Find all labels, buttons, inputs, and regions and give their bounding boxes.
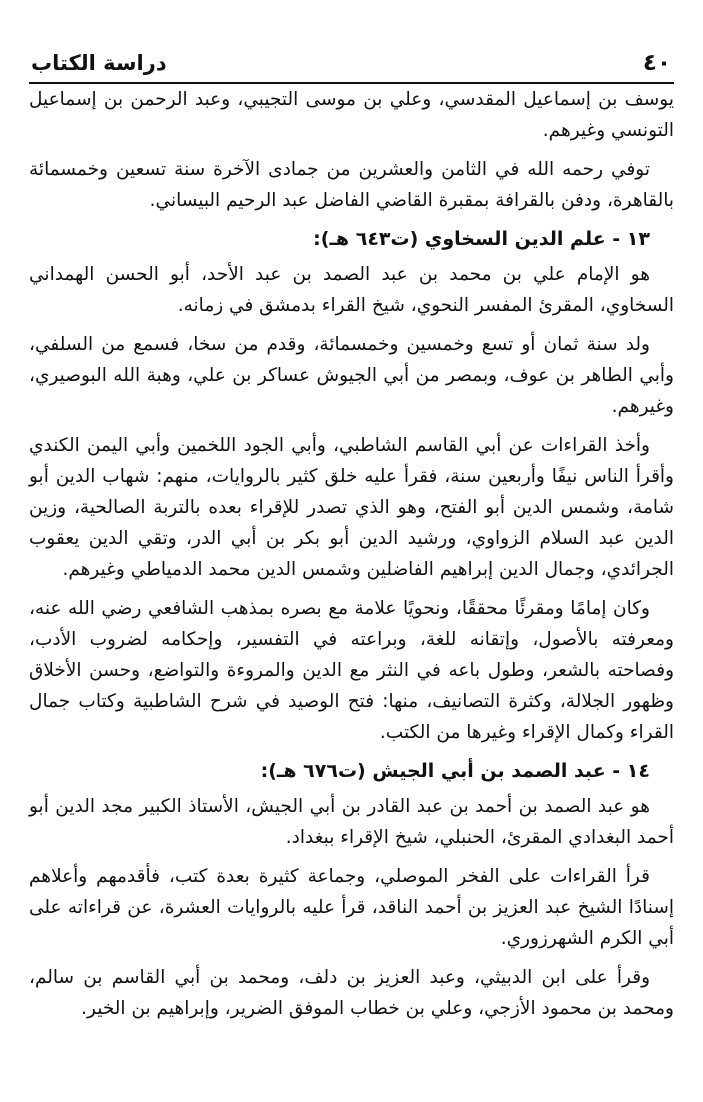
paragraph: قرأ القراءات على الفخر الموصلي، وجماعة كثيرة بعدة كتب، فأقدمهم وأعلاهم إسنادًا الشيخ عبد العزيز بن أحمد الناقد، قرأ عليه بالروايات العشرة، عن قراءاته على أبي الكرم الشهرزوري.	[29, 866, 674, 949]
paragraph: هو الإمام علي بن محمد بن عبد الصمد بن عبد الأحد، أبو الحسن الهمداني السخاوي، المقرئ المفسر النحوي، شيخ القراء بدمشق في زمانه.	[29, 264, 674, 316]
page-number: ٤٠	[642, 50, 671, 76]
page-header	[29, 44, 674, 84]
section-heading: ١٤ - عبد الصمد بن أبي الجيش (ت٦٧٦ هـ):	[260, 760, 650, 782]
paragraph: توفي رحمه الله في الثامن والعشرين من جمادى الآخرة سنة تسعين وخمسمائة بالقاهرة، ودفن بالقرافة بمقبرة القاضي الفاضل عبد الرحيم البيساني.	[29, 159, 674, 211]
running-title: دراسة الكتاب	[31, 51, 167, 75]
paragraph: هو عبد الصمد بن أحمد بن عبد القادر بن أبي الجيش، الأستاذ الكبير مجد الدين أبو أحمد البغدادي المقرئ، الحنبلي، شيخ الإقراء ببغداد.	[29, 796, 674, 848]
paragraph: ولد سنة ثمان أو تسع وخمسين وخمسمائة، وقدم من سخا، فسمع من السلفي، وأبي الطاهر بن عوف، وبمصر من أبي الجيوش عساكر بن علي، وهبة الله البوصيري، وغيرهم.	[29, 334, 674, 417]
paragraph: وقرأ على ابن الدبيثي، وعبد العزيز بن دلف، ومحمد بن أبي القاسم بن سالم، ومحمد بن محمود الأزجي، وعلي بن خطاب الموفق الضرير، وإبراهيم بن الخير.	[29, 967, 674, 1019]
section-heading: ١٣ - علم الدين السخاوي (ت٦٤٣ هـ):	[313, 228, 650, 250]
paragraph: وأخذ القراءات عن أبي القاسم الشاطبي، وأبي الجود اللخمين وأبي اليمن الكندي وأقرأ الناس نيفًا وأربعين سنة، فقرأ عليه خلق كثير بالروايات، منهم: شهاب الدين أبو شامة، وشمس الدين أبو الفتح، وهو الذي تصدر للإقراء بعده بالتربة الصالحية، وزين الدين عبد السلام الزواوي، ورشيد الدين أبو بكر بن أبي الدر، وتقي الدين يعقوب الجرائدي، وجمال الدين إبراهيم الفاضلين وشمس الدين محمد الدمياطي وغيرهم.	[29, 435, 674, 580]
page-body	[29, 84, 674, 1032]
paragraph: يوسف بن إسماعيل المقدسي، وعلي بن موسى التجيبي، وعبد الرحمن بن إسماعيل التونسي وغيرهم.	[29, 89, 674, 141]
paragraph: وكان إمامًا ومقرئًا محققًا، ونحويًا علامة مع بصره بمذهب الشافعي رضي الله عنه، ومعرفته بالأصول، وإتقانه للغة، وبراعته في التفسير، وإحكامه لضروب الأدب، وفصاحته بالشعر، وطول باعه في النثر مع الدين والمروءة والتواضع، وحسن الأخلاق وظهور الجلالة، وكثرة التصانيف، منها: فتح الوصيد في شرح الشاطبية وكتاب جمال القراء وكمال الإقراء وغيرها من الكتب.	[29, 598, 674, 743]
